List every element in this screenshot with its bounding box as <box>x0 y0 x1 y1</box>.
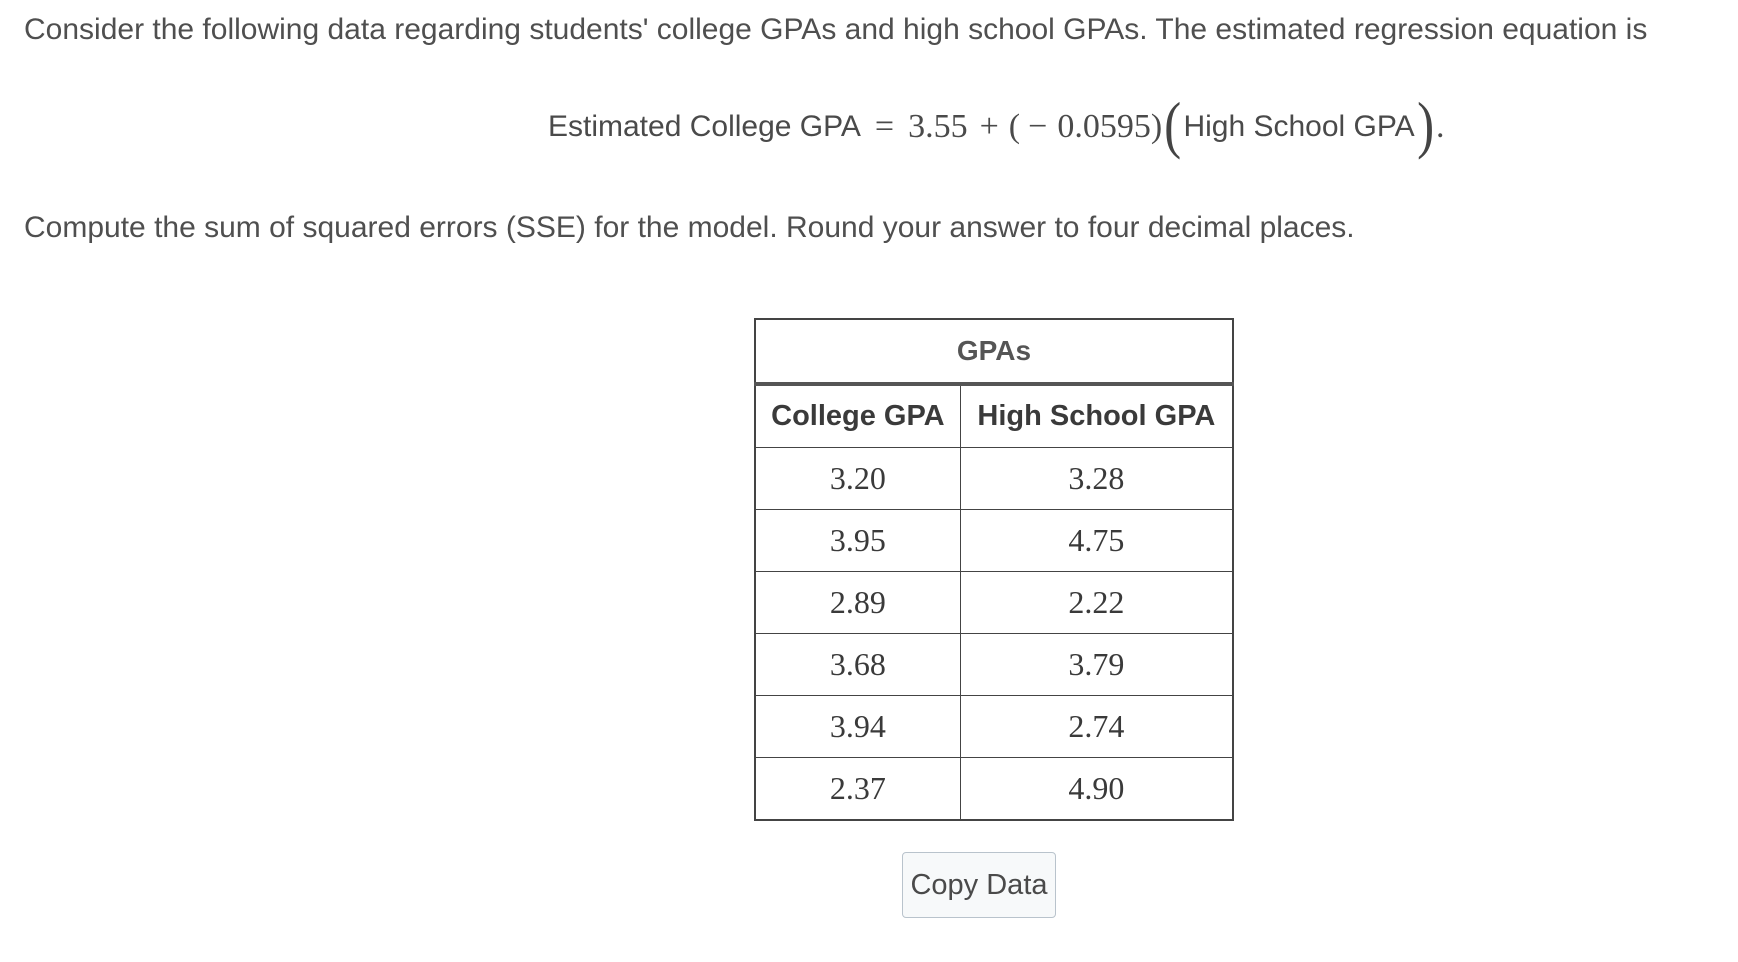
equation-close-paren: ) <box>1150 108 1163 145</box>
table-row <box>755 758 1233 821</box>
high-school-gpa-cell: 4.75 <box>960 510 1233 572</box>
equation-plus: + <box>979 108 999 145</box>
equation-slope: 0.0595 <box>1057 108 1151 145</box>
table-row <box>755 572 1233 634</box>
table-row <box>755 634 1233 696</box>
equation-big-close-paren: ) <box>1416 89 1434 160</box>
equation-open-paren: ( <box>1008 108 1021 145</box>
gpa-table <box>754 318 1234 821</box>
table-caption: GPAs <box>755 319 1233 384</box>
high-school-gpa-cell: 4.90 <box>960 758 1233 821</box>
high-school-gpa-cell: 2.74 <box>960 696 1233 758</box>
equation-big-open-paren: ( <box>1164 89 1182 160</box>
equation-intercept: 3.55 <box>908 108 968 145</box>
header-college-gpa: College GPA <box>755 384 960 448</box>
table-row <box>755 510 1233 572</box>
equation-period: . <box>1436 108 1445 145</box>
high-school-gpa-cell: 3.28 <box>960 448 1233 510</box>
high-school-gpa-cell: 3.79 <box>960 634 1233 696</box>
table-row <box>755 696 1233 758</box>
table-row <box>755 448 1233 510</box>
copy-data-button[interactable]: Copy Data <box>902 852 1056 918</box>
equation-equals: = <box>874 108 895 145</box>
regression-equation <box>548 89 1445 162</box>
equation-lhs: Estimated College GPA <box>548 110 861 143</box>
header-high-school-gpa: High School GPA <box>960 384 1233 448</box>
college-gpa-cell: 3.68 <box>755 634 960 696</box>
equation-variable: High School GPA <box>1183 110 1415 143</box>
college-gpa-cell: 2.89 <box>755 572 960 634</box>
question-text: Compute the sum of squared errors (SSE) for the model. Round your answer to four decimal places. <box>24 211 1355 244</box>
high-school-gpa-cell: 2.22 <box>960 572 1233 634</box>
college-gpa-cell: 2.37 <box>755 758 960 821</box>
equation-minus: − <box>1028 108 1048 145</box>
college-gpa-cell: 3.20 <box>755 448 960 510</box>
college-gpa-cell: 3.94 <box>755 696 960 758</box>
intro-text: Consider the following data regarding students' college GPAs and high school GPAs. The estimated regression equation is <box>24 13 1648 46</box>
college-gpa-cell: 3.95 <box>755 510 960 572</box>
